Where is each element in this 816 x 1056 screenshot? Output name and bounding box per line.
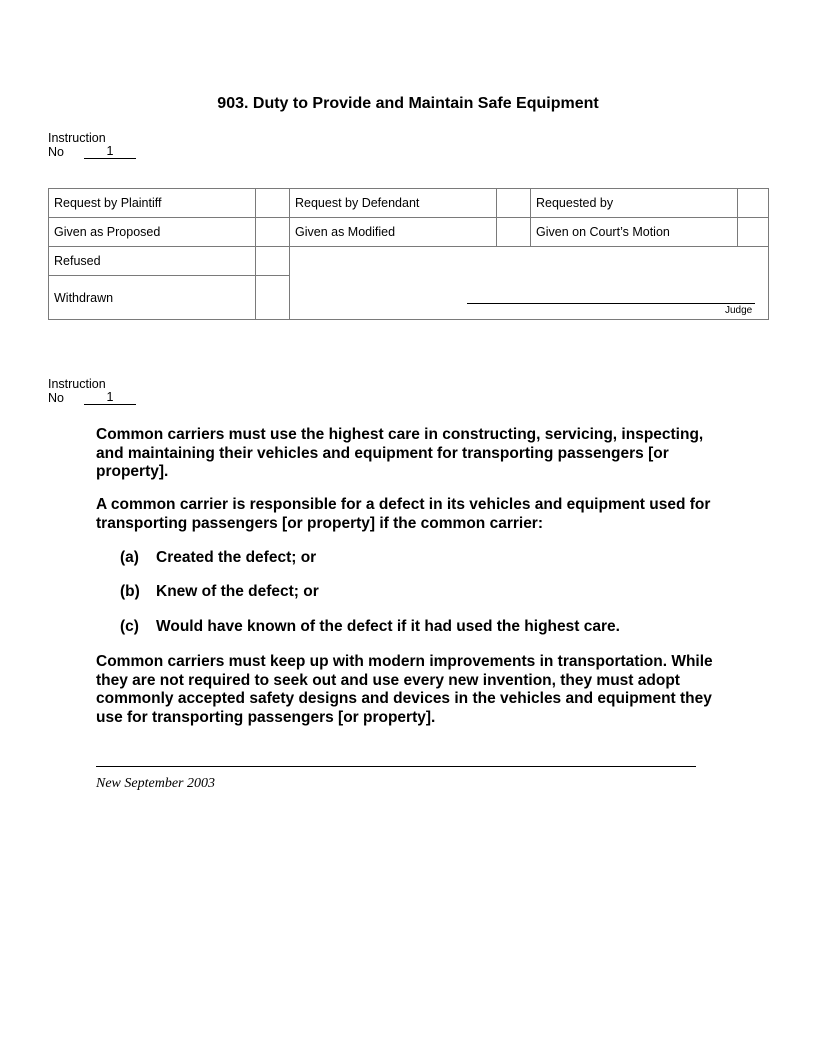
instruction-label: Instruction	[48, 131, 106, 145]
given-as-proposed-checkbox[interactable]	[256, 218, 289, 246]
judge-signature-line[interactable]	[467, 303, 755, 304]
page-title: 903. Duty to Provide and Maintain Safe Equipment	[217, 95, 599, 112]
request-by-plaintiff-checkbox[interactable]	[256, 189, 289, 217]
list-item	[120, 583, 319, 601]
disposition-table	[48, 188, 769, 320]
given-as-modified-checkbox[interactable]	[497, 218, 530, 246]
requested-by-checkbox[interactable]	[738, 189, 768, 217]
judge-label: Judge	[725, 305, 753, 316]
instruction-no-label: No	[48, 391, 64, 405]
refused-checkbox[interactable]	[256, 247, 289, 275]
paragraph-text: Common carriers must keep up with modern improvements in transportation. While they are not required to seek out and use every new invention, they must adopt commonly accepted safety designs and devices in the vehicles and equipment they use for transporting passengers [or property].	[96, 653, 713, 726]
request-by-defendant-label: Request by Defendant	[295, 196, 420, 210]
refused-label: Refused	[54, 254, 101, 268]
instruction-block-bottom	[48, 377, 136, 405]
list-item-text: Created the defect; or	[156, 549, 317, 566]
footer-date: New September 2003	[96, 776, 215, 791]
list-item-letter: (a)	[120, 549, 139, 566]
requested-by-label: Requested by	[536, 196, 614, 210]
body-paragraph-3	[96, 653, 726, 727]
request-by-defendant-checkbox[interactable]	[497, 189, 530, 217]
instruction-no-field[interactable]: 1	[84, 145, 136, 159]
withdrawn-label: Withdrawn	[54, 290, 114, 305]
instruction-no-label: No	[48, 145, 64, 159]
list-item	[120, 549, 316, 567]
given-as-modified-label: Given as Modified	[295, 225, 396, 239]
instruction-number-row	[48, 145, 136, 159]
withdrawn-checkbox[interactable]	[256, 276, 289, 319]
body-paragraph-2	[96, 496, 726, 533]
list-item-text: Knew of the defect; or	[156, 583, 319, 600]
list-item-letter: (c)	[120, 618, 139, 635]
given-as-proposed-label: Given as Proposed	[54, 225, 161, 239]
request-by-plaintiff-label: Request by Plaintiff	[54, 196, 162, 210]
given-on-courts-motion-label: Given on Court’s Motion	[536, 225, 670, 239]
list-item	[120, 618, 620, 636]
paragraph-text: A common carrier is responsible for a defect in its vehicles and equipment used for transporting passengers [or property] if the common carrier:	[96, 496, 711, 532]
body-paragraph-1	[96, 426, 726, 482]
list-item-text: Would have known of the defect if it had used the highest care.	[156, 618, 620, 635]
instruction-label: Instruction	[48, 377, 106, 391]
given-on-courts-motion-checkbox[interactable]	[738, 218, 768, 246]
instruction-block-top	[48, 131, 136, 159]
list-item-letter: (b)	[120, 583, 140, 600]
paragraph-text: Common carriers must use the highest care in constructing, servicing, inspecting, and maintaining their vehicles and equipment for transporting passengers [or property].	[96, 426, 704, 480]
footer-divider	[96, 766, 696, 767]
instruction-no-field[interactable]: 1	[84, 391, 136, 405]
instruction-number-row	[48, 391, 136, 405]
